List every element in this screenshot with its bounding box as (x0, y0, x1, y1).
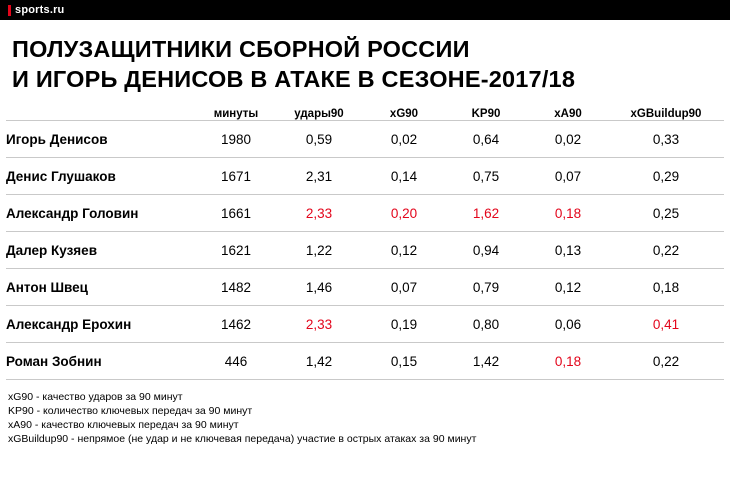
cell-minutes: 1661 (220, 205, 252, 221)
footnote-xg90: xG90 - качество ударов за 90 минут (8, 391, 183, 403)
footnotes (8, 390, 722, 446)
column-header-xgbuildup90: xGBuildup90 (630, 108, 702, 120)
cell-shots90: 1,22 (305, 242, 333, 258)
cell-xa90: 0,07 (554, 168, 582, 184)
cell-xgbuildup90: 0,29 (652, 168, 680, 184)
cell-shots90: 2,31 (305, 168, 333, 184)
cell-shots90: 2,33 (305, 316, 333, 332)
table-row (6, 121, 724, 158)
cell-xa90: 0,02 (554, 131, 582, 147)
cell-xg90: 0,14 (390, 168, 418, 184)
cell-xgbuildup90: 0,41 (652, 316, 680, 332)
cell-xg90: 0,15 (390, 353, 418, 369)
cell-minutes: 1980 (220, 131, 252, 147)
cell-shots90: 0,59 (305, 131, 333, 147)
table-body (6, 121, 724, 380)
cell-minutes: 1671 (220, 168, 252, 184)
cell-xgbuildup90: 0,25 (652, 205, 680, 221)
player-name: Роман Зобнин (6, 353, 102, 369)
cell-kp90: 0,94 (472, 242, 500, 258)
logo-text: sports.ru (15, 4, 65, 16)
stats-table (6, 108, 724, 380)
table-row (6, 269, 724, 306)
table-row (6, 306, 724, 343)
cell-minutes: 446 (224, 353, 248, 369)
cell-kp90: 1,62 (472, 205, 500, 221)
player-name: Денис Глушаков (6, 168, 116, 184)
cell-xgbuildup90: 0,33 (652, 131, 680, 147)
cell-kp90: 1,42 (472, 353, 500, 369)
cell-kp90: 0,75 (472, 168, 500, 184)
table-row (6, 158, 724, 195)
cell-kp90: 0,80 (472, 316, 500, 332)
cell-minutes: 1621 (220, 242, 252, 258)
column-header-minutes: минуты (213, 108, 259, 120)
page-title (0, 20, 730, 98)
cell-xgbuildup90: 0,22 (652, 242, 680, 258)
table-header (6, 108, 724, 121)
title-line-2: И ИГОРЬ ДЕНИСОВ В АТАКЕ В СЕЗОНЕ-2017/18 (12, 66, 576, 92)
cell-xgbuildup90: 0,18 (652, 279, 680, 295)
column-header-xa90: xA90 (554, 108, 582, 120)
cell-xa90: 0,18 (554, 205, 582, 221)
cell-xg90: 0,12 (390, 242, 418, 258)
table-row (6, 343, 724, 380)
top-bar (0, 0, 730, 20)
cell-kp90: 0,79 (472, 279, 500, 295)
cell-xgbuildup90: 0,22 (652, 353, 680, 369)
column-header-kp90: KP90 (471, 108, 501, 120)
cell-xg90: 0,02 (390, 131, 418, 147)
cell-xg90: 0,19 (390, 316, 418, 332)
player-name: Далер Кузяев (6, 242, 97, 258)
title-line-1: ПОЛУЗАЩИТНИКИ СБОРНОЙ РОССИИ (12, 36, 470, 62)
cell-minutes: 1462 (220, 316, 252, 332)
player-name: Антон Швец (6, 279, 88, 295)
sports-ru-logo (8, 4, 64, 16)
header-row (6, 108, 724, 121)
footnote-kp90: KP90 - количество ключевых передач за 90 минут (8, 405, 253, 417)
player-name: Игорь Денисов (6, 131, 108, 147)
cell-xa90: 0,06 (554, 316, 582, 332)
cell-shots90: 2,33 (305, 205, 333, 221)
cell-shots90: 1,46 (305, 279, 333, 295)
cell-xg90: 0,20 (390, 205, 418, 221)
cell-xa90: 0,12 (554, 279, 582, 295)
player-name: Александр Головин (6, 205, 139, 221)
table-row (6, 195, 724, 232)
player-name: Александр Ерохин (6, 316, 132, 332)
cell-shots90: 1,42 (305, 353, 333, 369)
logo-mark-icon (8, 5, 11, 16)
footnote-xgbuildup90: xGBuildup90 - непрямое (не удар и не ключевая передача) участие в острых атаках за 90 минут (8, 433, 477, 445)
cell-xa90: 0,13 (554, 242, 582, 258)
column-header-player (6, 108, 198, 121)
table-row (6, 232, 724, 269)
cell-minutes: 1482 (220, 279, 252, 295)
column-header-shots90: удары90 (294, 108, 344, 120)
cell-kp90: 0,64 (472, 131, 500, 147)
cell-xa90: 0,18 (554, 353, 582, 369)
column-header-xg90: xG90 (389, 108, 419, 120)
footnote-xa90: xA90 - качество ключевых передач за 90 минут (8, 419, 239, 431)
cell-xg90: 0,07 (390, 279, 418, 295)
